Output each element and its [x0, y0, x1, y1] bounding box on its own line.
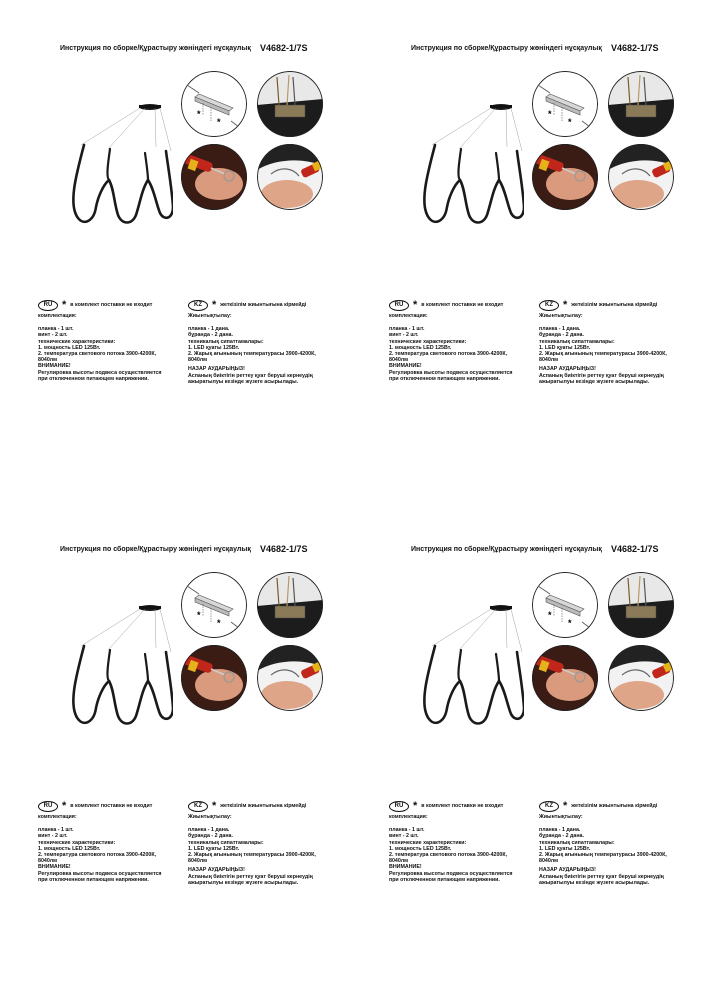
ru-warning-text: при отключенном питающем напряжении. [389, 375, 500, 382]
ru-kit-item: планка - 1 шт. [38, 827, 74, 834]
kz-warning-text: ажыратылуы кезінде жүзеге асырылады. [539, 879, 650, 886]
suspension-clip-step [608, 645, 674, 711]
mounting-bar-icon [181, 71, 247, 137]
page-title: Инструкция по сборке/Құрастыру жөніндегі нұсқаулық [60, 546, 251, 553]
svg-text:*: * [568, 618, 572, 628]
ru-warning-text: при отключенном питающем напряжении. [389, 876, 500, 883]
ru-not-included-note: в комплект поставки не входит [421, 301, 504, 308]
ru-not-included-note: в комплект поставки не входит [70, 802, 153, 809]
kz-instructions [539, 800, 689, 886]
kz-kit-item: бұранда - 2 дана. [188, 332, 233, 339]
ru-spec-item: 2. температура светового потока 3900-4200К, [389, 852, 508, 859]
svg-text:*: * [548, 109, 552, 119]
ru-not-included-note: в комплект поставки не входит [70, 301, 153, 308]
kz-kit-item: бұранда - 2 дана. [188, 833, 233, 840]
kz-warning-text: Аспаның биіктігін реттеу қуат беруші кернеудің [188, 873, 313, 880]
kz-spec-label: техникалық сипаттамалары: [188, 338, 264, 345]
screwdriver-icon [532, 144, 598, 210]
page-title: Инструкция по сборке/Құрастыру жөніндегі нұсқаулық [411, 546, 602, 553]
ru-instructions [38, 299, 188, 382]
kz-spec-item: 2. Жарық ағынының температурасы 3900-4200К, [188, 351, 316, 358]
ru-kit-item: планка - 1 шт. [38, 326, 74, 333]
svg-text:*: * [197, 610, 201, 620]
ru-badge: RU [389, 300, 409, 311]
screwdriver-step [532, 144, 598, 210]
kz-spec-item: 8040лм [539, 357, 559, 364]
kz-spec-item: 8040лм [539, 858, 559, 865]
ru-badge: RU [38, 300, 58, 311]
kz-not-included-note: жеткізілім жиынтығына кірмейді [220, 802, 307, 809]
model-number: V4682-1/7S [260, 544, 308, 554]
ru-warning-label: ВНИМАНИЕ! [38, 864, 71, 871]
kz-warning-label: НАЗАР АУДАРЫҢЫЗ! [188, 867, 245, 874]
kz-kit-label: Жиынтықтылау: [188, 313, 232, 319]
kz-warning-text: ажыратылуы кезінде жүзеге асырылады. [539, 378, 650, 385]
ru-spec-item: 8040лм [389, 858, 409, 865]
ru-warning-text: Регулировка высоты подвеса осуществляется [389, 369, 513, 376]
ru-warning-text: при отключенном питающем напряжении. [38, 375, 149, 382]
suspension-clip-icon [257, 144, 323, 210]
ru-spec-item: 1. мощность LED 125Вт. [389, 845, 452, 852]
kz-spec-item: 8040лм [188, 858, 208, 865]
kz-spec-label: техникалық сипаттамалары: [539, 839, 615, 846]
kz-warning-text: ажыратылуы кезінде жүзеге асырылады. [188, 378, 299, 385]
wire-connection-icon [257, 71, 323, 137]
ru-spec-label: технические характеристики: [38, 338, 116, 345]
wire-connection-icon [608, 572, 674, 638]
instruction-sheet-top-right [389, 40, 699, 460]
kz-badge: KZ [539, 801, 559, 812]
mounting-bar-step [181, 71, 247, 137]
chandelier-illustration [48, 85, 173, 235]
mounting-bar-step [532, 71, 598, 137]
ru-instructions [389, 800, 539, 883]
kz-instructions [539, 299, 689, 385]
kz-warning-label: НАЗАР АУДАРЫҢЫЗ! [188, 366, 245, 373]
asterisk-icon: * [212, 298, 217, 311]
kz-spec-item: 1. LED қуаты 125Вт. [188, 845, 240, 852]
kz-spec-item: 1. LED қуаты 125Вт. [539, 845, 591, 852]
wiring-step [608, 572, 674, 638]
kz-not-included-note: жеткізілім жиынтығына кірмейді [571, 802, 658, 809]
screwdriver-step [181, 645, 247, 711]
mounting-bar-icon [532, 572, 598, 638]
ru-spec-label: технические характеристики: [389, 338, 467, 345]
ru-spec-item: 1. мощность LED 125Вт. [38, 845, 101, 852]
kz-instructions [188, 800, 338, 886]
kz-instructions [188, 299, 338, 385]
ru-warning-label: ВНИМАНИЕ! [38, 363, 71, 370]
kz-spec-item: 2. Жарық ағынының температурасы 3900-4200К, [188, 852, 316, 859]
ru-not-included-note: в комплект поставки не входит [421, 802, 504, 809]
asterisk-icon: * [413, 298, 418, 311]
suspension-clip-icon [257, 645, 323, 711]
kz-warning-text: Аспаның биіктігін реттеу қуат беруші кернеудің [539, 873, 664, 880]
wire-connection-icon [608, 71, 674, 137]
screwdriver-icon [181, 144, 247, 210]
ru-kit-label: комплектация: [38, 814, 77, 820]
svg-text:*: * [568, 117, 572, 127]
kz-badge: KZ [539, 300, 559, 311]
ru-spec-item: 2. температура светового потока 3900-4200К, [389, 351, 508, 358]
ru-warning-text: Регулировка высоты подвеса осуществляется [38, 369, 162, 376]
suspension-clip-icon [608, 645, 674, 711]
ru-badge: RU [38, 801, 58, 812]
kz-not-included-note: жеткізілім жиынтығына кірмейді [571, 301, 658, 308]
asterisk-icon: * [563, 298, 568, 311]
kz-kit-label: Жиынтықтылау: [188, 814, 232, 820]
chandelier-illustration [399, 85, 524, 235]
asterisk-icon: * [563, 799, 568, 812]
suspension-clip-step [257, 144, 323, 210]
page-title: Инструкция по сборке/Құрастыру жөніндегі нұсқаулық [411, 45, 602, 52]
mounting-bar-step [532, 572, 598, 638]
kz-warning-text: ажыратылуы кезінде жүзеге асырылады. [188, 879, 299, 886]
svg-text:*: * [217, 117, 221, 127]
asterisk-icon: * [212, 799, 217, 812]
wire-connection-icon [257, 572, 323, 638]
kz-spec-item: 8040лм [188, 357, 208, 364]
suspension-clip-step [608, 144, 674, 210]
ru-badge: RU [389, 801, 409, 812]
ru-spec-label: технические характеристики: [389, 839, 467, 846]
chandelier-illustration [48, 586, 173, 736]
chandelier-illustration [399, 586, 524, 736]
kz-warning-label: НАЗАР АУДАРЫҢЫЗ! [539, 867, 596, 874]
ru-spec-item: 8040лм [38, 357, 58, 364]
kz-badge: KZ [188, 801, 208, 812]
asterisk-icon: * [413, 799, 418, 812]
ru-instructions [38, 800, 188, 883]
ru-kit-item: винт - 2 шт. [38, 332, 68, 339]
screwdriver-icon [181, 645, 247, 711]
instruction-sheet-bottom-right [389, 541, 699, 961]
ru-kit-label: комплектация: [389, 814, 428, 820]
kz-kit-item: планка - 1 дана. [539, 326, 581, 333]
svg-text:*: * [197, 109, 201, 119]
ru-kit-label: комплектация: [38, 313, 77, 319]
ru-warning-text: при отключенном питающем напряжении. [38, 876, 149, 883]
kz-kit-item: бұранда - 2 дана. [539, 833, 584, 840]
kz-spec-label: техникалық сипаттамалары: [188, 839, 264, 846]
kz-kit-label: Жиынтықтылау: [539, 313, 583, 319]
kz-kit-item: планка - 1 дана. [539, 827, 581, 834]
svg-text:*: * [548, 610, 552, 620]
kz-not-included-note: жеткізілім жиынтығына кірмейді [220, 301, 307, 308]
ru-kit-item: планка - 1 шт. [389, 827, 425, 834]
page-title: Инструкция по сборке/Құрастыру жөніндегі нұсқаулық [60, 45, 251, 52]
ru-kit-item: винт - 2 шт. [38, 833, 68, 840]
mounting-bar-step [181, 572, 247, 638]
kz-spec-item: 1. LED қуаты 125Вт. [539, 344, 591, 351]
kz-warning-text: Аспаның биіктігін реттеу қуат беруші кернеудің [539, 372, 664, 379]
ru-warning-label: ВНИМАНИЕ! [389, 363, 422, 370]
ru-spec-item: 2. температура светового потока 3900-4200К, [38, 852, 157, 859]
kz-spec-label: техникалық сипаттамалары: [539, 338, 615, 345]
screwdriver-step [532, 645, 598, 711]
wiring-step [257, 572, 323, 638]
kz-spec-item: 2. Жарық ағынының температурасы 3900-4200К, [539, 852, 667, 859]
ru-instructions [389, 299, 539, 382]
screwdriver-icon [532, 645, 598, 711]
screwdriver-step [181, 144, 247, 210]
suspension-clip-icon [608, 144, 674, 210]
asterisk-icon: * [62, 298, 67, 311]
ru-spec-item: 1. мощность LED 125Вт. [38, 344, 101, 351]
mounting-bar-icon [181, 572, 247, 638]
kz-warning-text: Аспаның биіктігін реттеу қуат беруші кернеудің [188, 372, 313, 379]
ru-warning-text: Регулировка высоты подвеса осуществляется [38, 870, 162, 877]
ru-kit-item: винт - 2 шт. [389, 833, 419, 840]
asterisk-icon: * [62, 799, 67, 812]
ru-spec-item: 8040лм [389, 357, 409, 364]
instruction-sheet-bottom-left [38, 541, 348, 961]
ru-spec-item: 1. мощность LED 125Вт. [389, 344, 452, 351]
model-number: V4682-1/7S [260, 43, 308, 53]
ru-kit-label: комплектация: [389, 313, 428, 319]
kz-kit-label: Жиынтықтылау: [539, 814, 583, 820]
ru-spec-item: 2. температура светового потока 3900-4200К, [38, 351, 157, 358]
model-number: V4682-1/7S [611, 544, 659, 554]
wiring-step [608, 71, 674, 137]
ru-spec-label: технические характеристики: [38, 839, 116, 846]
suspension-clip-step [257, 645, 323, 711]
kz-spec-item: 2. Жарық ағынының температурасы 3900-4200К, [539, 351, 667, 358]
wiring-step [257, 71, 323, 137]
kz-spec-item: 1. LED қуаты 125Вт. [188, 344, 240, 351]
ru-kit-item: винт - 2 шт. [389, 332, 419, 339]
kz-badge: KZ [188, 300, 208, 311]
kz-warning-label: НАЗАР АУДАРЫҢЫЗ! [539, 366, 596, 373]
ru-kit-item: планка - 1 шт. [389, 326, 425, 333]
ru-warning-text: Регулировка высоты подвеса осуществляется [389, 870, 513, 877]
ru-spec-item: 8040лм [38, 858, 58, 865]
ru-warning-label: ВНИМАНИЕ! [389, 864, 422, 871]
svg-text:*: * [217, 618, 221, 628]
kz-kit-item: бұранда - 2 дана. [539, 332, 584, 339]
mounting-bar-icon [532, 71, 598, 137]
kz-kit-item: планка - 1 дана. [188, 326, 230, 333]
model-number: V4682-1/7S [611, 43, 659, 53]
kz-kit-item: планка - 1 дана. [188, 827, 230, 834]
instruction-sheet-top-left [38, 40, 348, 460]
